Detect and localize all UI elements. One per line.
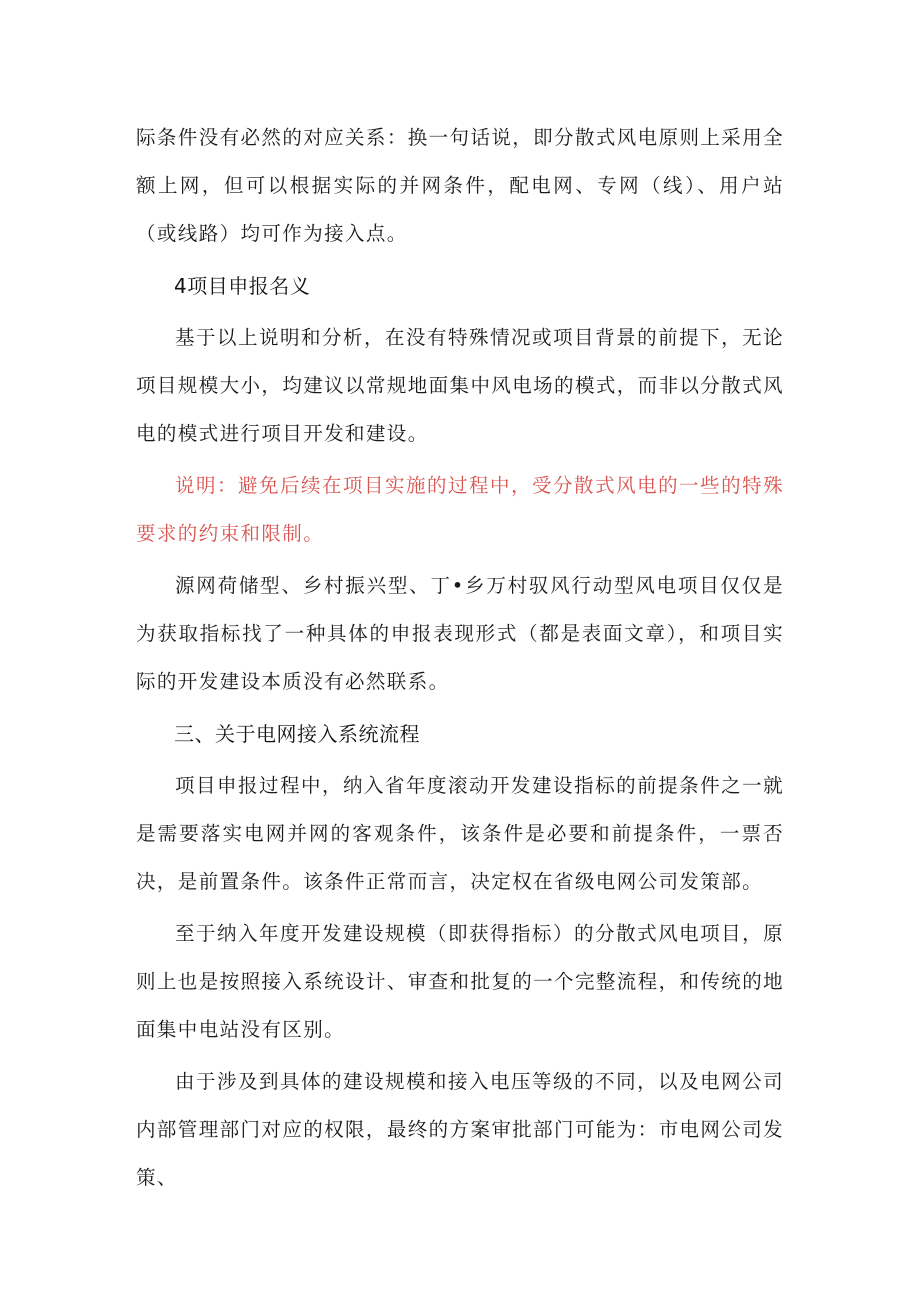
paragraph-project-types: 源网荷储型、乡村振兴型、丁•乡万村驭风行动型风电项目仅仅是为获取指标找了一种具体的申报表现形式（都是表面文章），和项目实际的开发建设本质没有必然联系。 (136, 574, 784, 693)
paragraph-design-process: 至于纳入年度开发建设规模（即获得指标）的分散式风电项目，原则上也是按照接入系统设计、审查和批复的一个完整流程，和传统的地面集中电站没有区别。 (136, 922, 784, 1041)
note-paragraph: 说明：避免后续在项目实施的过程中，受分散式风电的一些的特殊要求的约束和限制。 (136, 474, 784, 545)
paragraph-recommendation: 基于以上说明和分析，在没有特殊情况或项目背景的前提下，无论项目规模大小，均建议以常规地面集中风电场的模式，而非以分散式风电的模式进行项目开发和建设。 (136, 326, 784, 445)
section-heading-grid-access: 三、关于电网接入系统流程 (174, 722, 420, 746)
section-heading-project-declaration: 4项目申报名义 (174, 274, 311, 298)
paragraph-continuation: 际条件没有必然的对应关系：换一句话说，即分散式风电原则上采用全额上网，但可以根据实际的并网条件，配电网、专网（线）、用户站（或线路）均可作为接入点。 (136, 126, 784, 245)
paragraph-grid-conditions: 项目申报过程中，纳入省年度滚动开发建设指标的前提条件之一就是需要落实电网并网的客观条件，该条件是必要和前提条件，一票否决，是前置条件。该条件正常而言，决定权在省级电网公司发策部。 (136, 774, 784, 893)
paragraph-approval-departments: 由于涉及到具体的建设规模和接入电压等级的不同，以及电网公司内部管理部门对应的权限，最终的方案审批部门可能为：市电网公司发策、 (136, 1070, 784, 1189)
